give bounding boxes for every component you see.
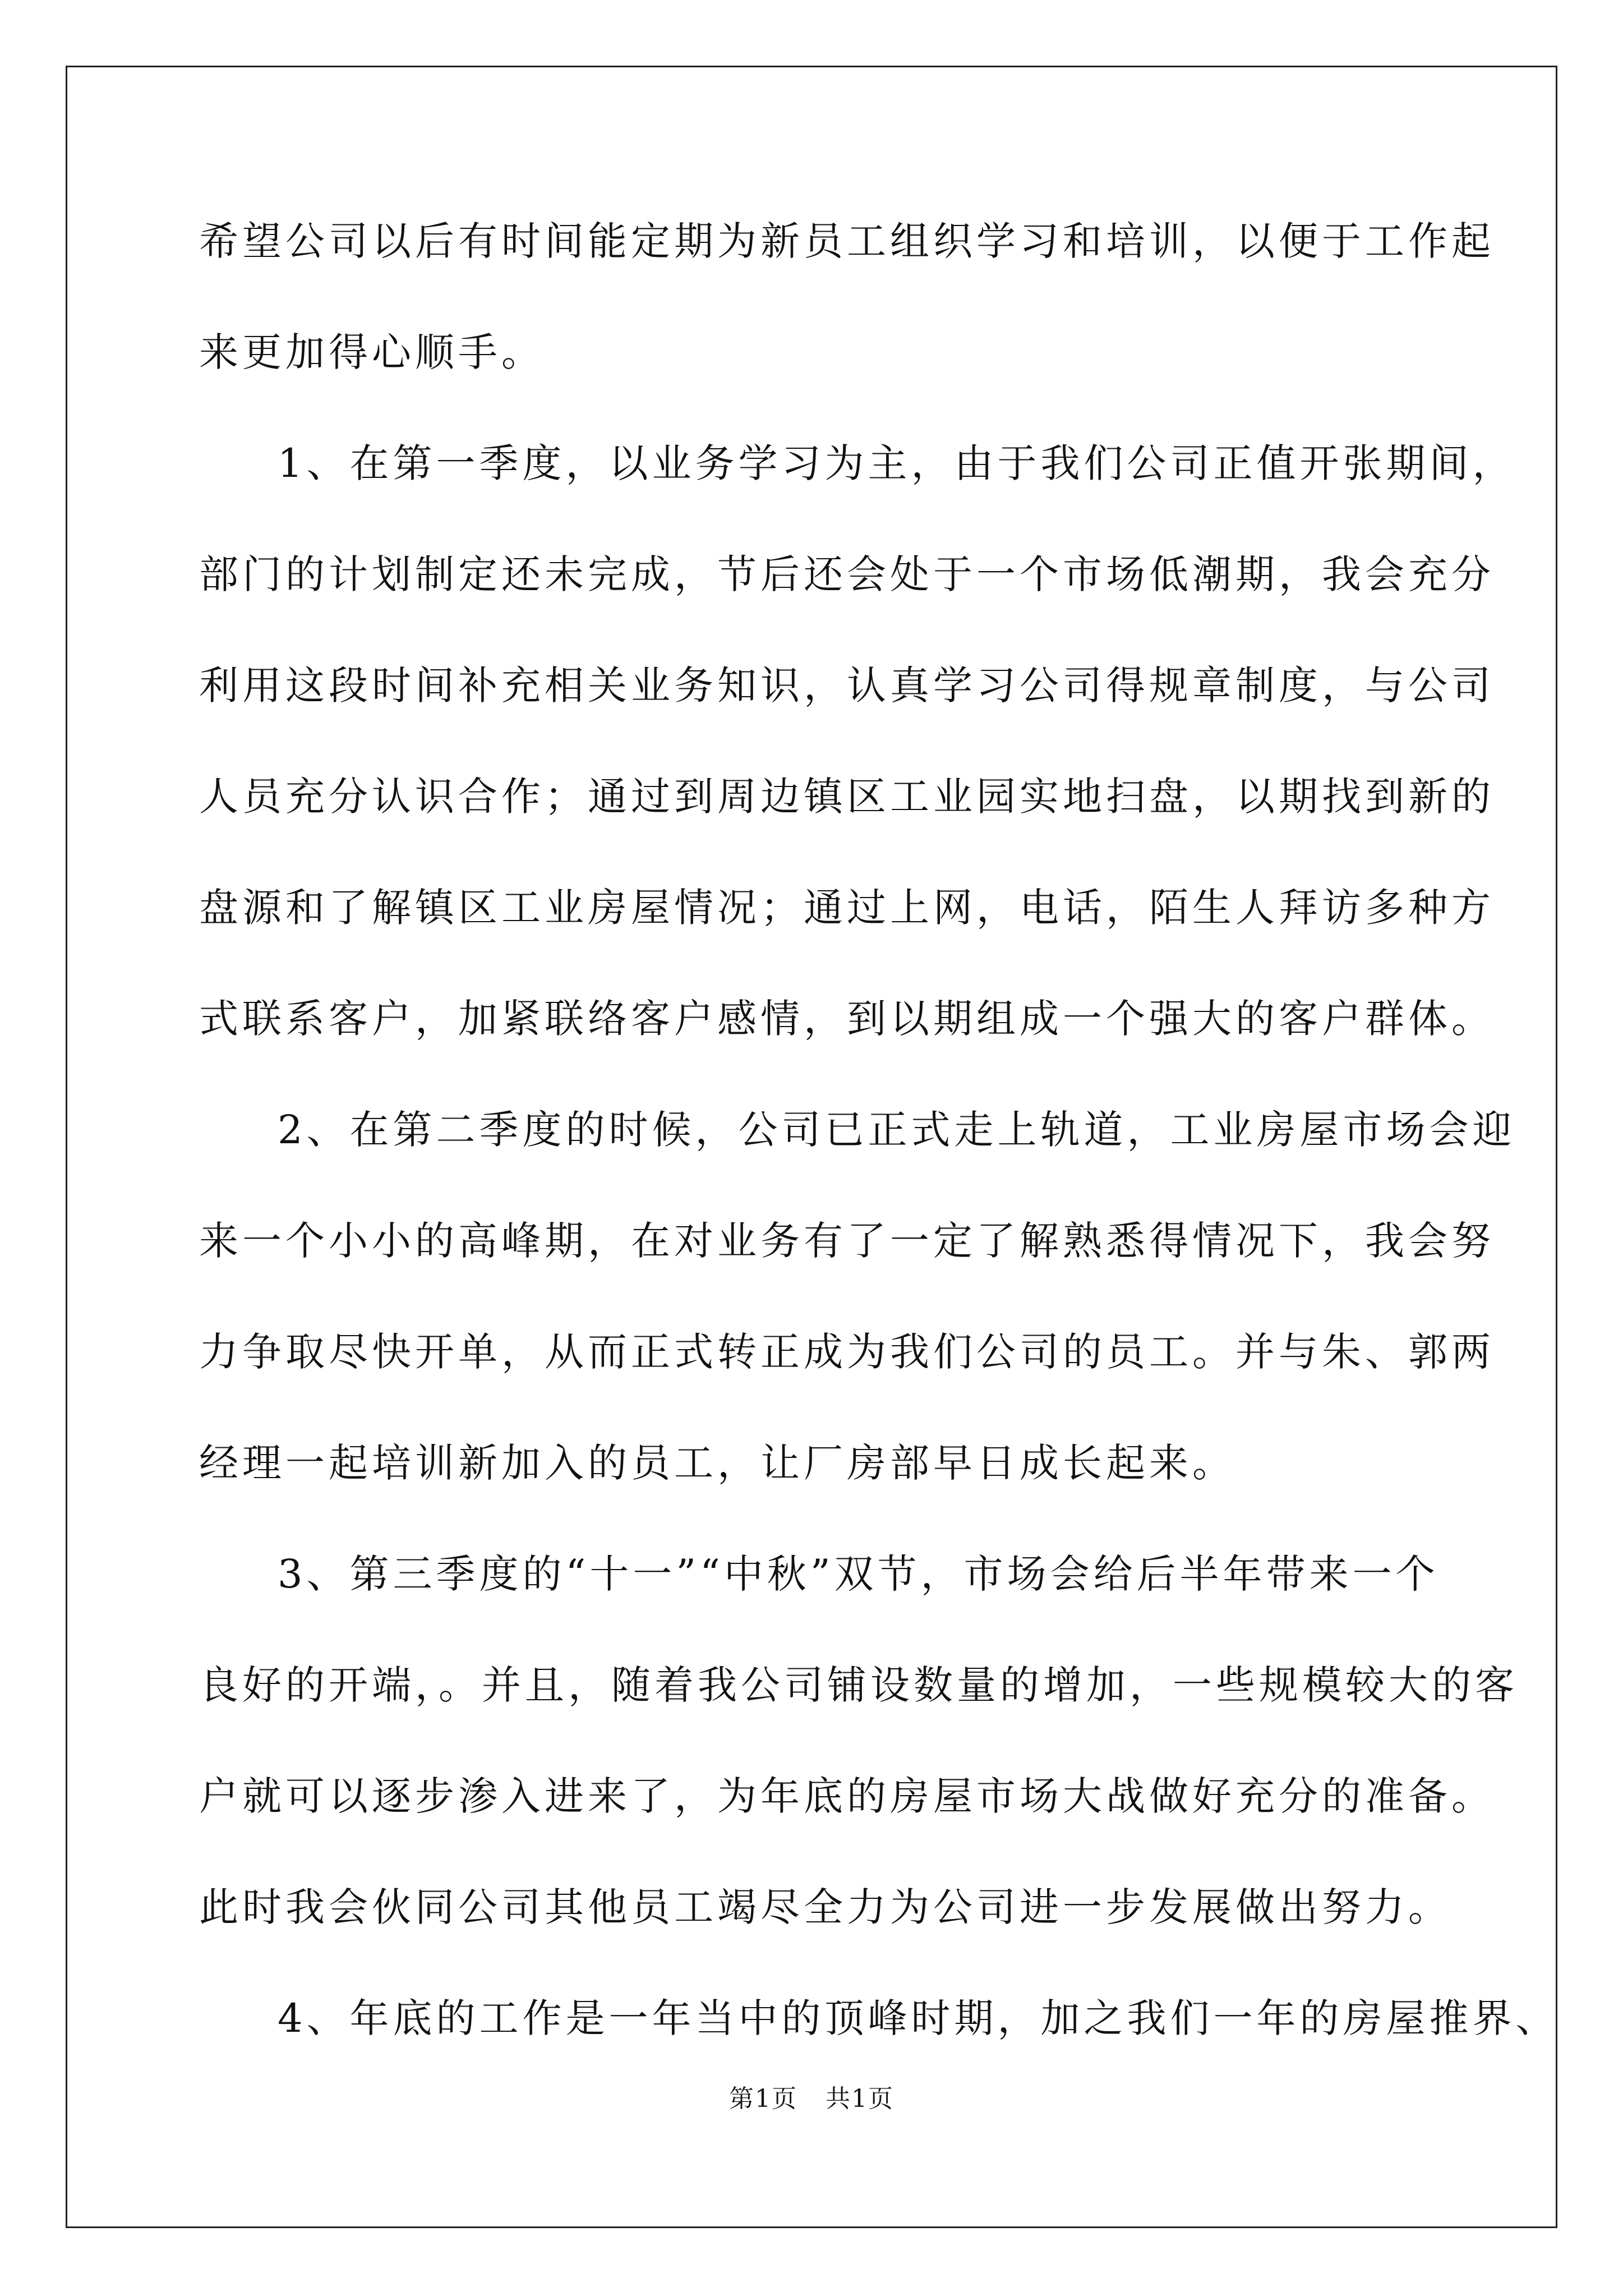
document-body bbox=[199, 205, 1559, 2093]
text-line: 部门的计划制定还未完成，节后还会处于一个市场低潮期，我会充分 bbox=[199, 551, 1495, 597]
text-line: 经理一起培训新加入的员工，让厂房部早日成长起来。 bbox=[199, 1440, 1235, 1486]
text-line: 此时我会伙同公司其他员工竭尽全力为公司进一步发展做出努力。 bbox=[199, 1884, 1451, 1930]
text-line: 盘源和了解镇区工业房屋情况；通过上网，电话，陌生人拜访多种方 bbox=[199, 885, 1495, 931]
page-total: 共1页 bbox=[826, 2085, 894, 2113]
text-line: 3、第三季度的“十一”“中秋”双节，市场会给后半年带来一个 bbox=[278, 1551, 1439, 1597]
text-line: 2、在第二季度的时候，公司已正式走上轨道，工业房屋市场会迎 bbox=[278, 1107, 1516, 1153]
text-line: 力争取尽快开单，从而正式转正成为我们公司的员工。并与朱、郭两 bbox=[199, 1329, 1495, 1375]
text-line: 希望公司以后有时间能定期为新员工组织学习和培训，以便于工作起 bbox=[199, 218, 1495, 264]
text-line: 来更加得心顺手。 bbox=[199, 329, 545, 375]
text-line: 户就可以逐步渗入进来了，为年底的房屋市场大战做好充分的准备。 bbox=[199, 1773, 1495, 1819]
text-line: 4、年底的工作是一年当中的顶峰时期，加之我们一年的房屋推界、 bbox=[278, 1995, 1559, 2041]
text-line: 1、在第一季度，以业务学习为主，由于我们公司正值开张期间， bbox=[278, 440, 1516, 486]
text-line: 来一个小小的高峰期，在对业务有了一定了解熟悉得情况下，我会努 bbox=[199, 1218, 1495, 1264]
text-line: 利用这段时间补充相关业务知识，认真学习公司得规章制度，与公司 bbox=[199, 662, 1495, 708]
page-footer bbox=[0, 2078, 1623, 2114]
page-number: 第1页 bbox=[729, 2085, 797, 2113]
text-line: 人员充分认识合作；通过到周边镇区工业园实地扫盘，以期找到新的 bbox=[199, 774, 1495, 820]
text-line: 式联系客户，加紧联络客户感情，到以期组成一个强大的客户群体。 bbox=[199, 996, 1495, 1042]
text-line: 良好的开端，。并且，随着我公司铺设数量的增加，一些规模较大的客 bbox=[199, 1662, 1518, 1708]
